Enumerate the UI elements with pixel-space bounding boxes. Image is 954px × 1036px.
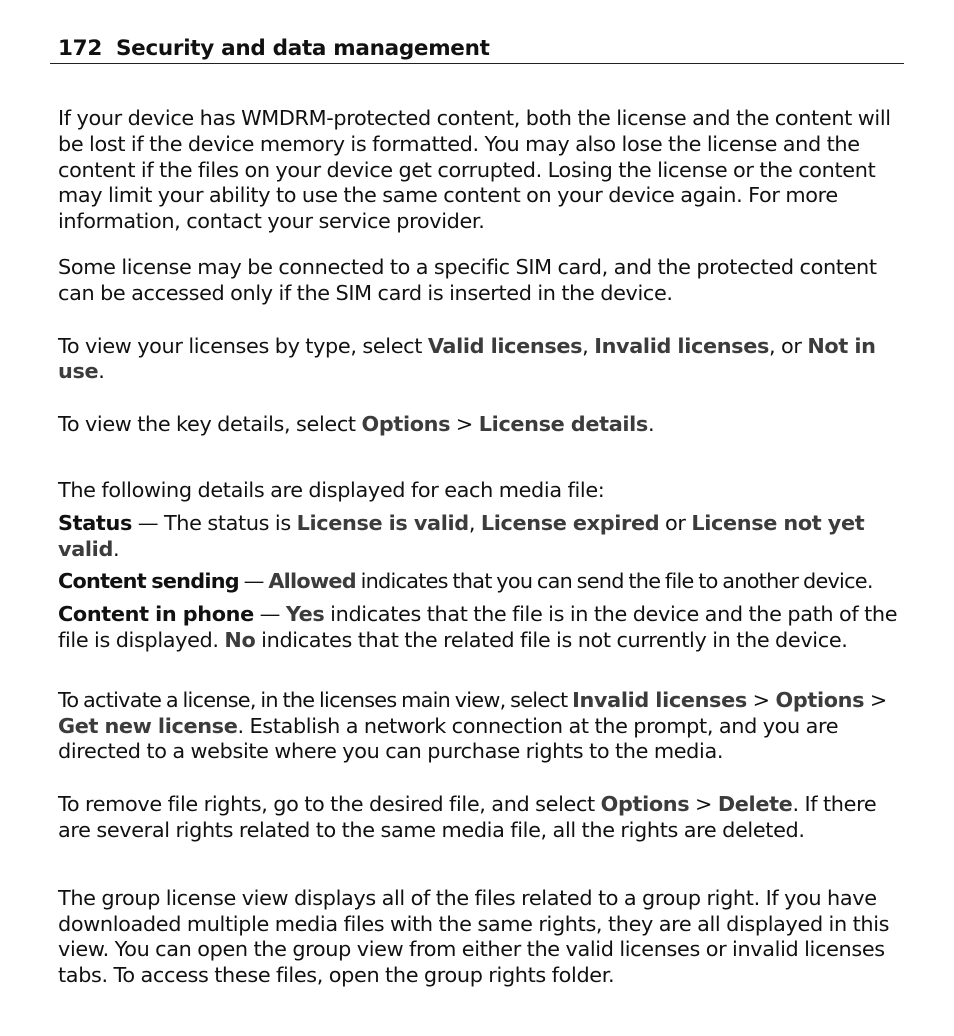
allowed-ref: Allowed bbox=[268, 569, 356, 594]
text-run: — The status is bbox=[131, 510, 297, 535]
paragraph-sim-license: Some license may be connected to a specific SIM card, and the protected content can be accessed only if the SIM card is inserted in the device. bbox=[58, 254, 877, 305]
text-run: . Establish a network connection at the prompt, and you are directed to a website where you can purchase rights to the media. bbox=[58, 713, 839, 764]
detail-term: Content sending bbox=[58, 569, 239, 594]
paragraph-view-licenses bbox=[58, 334, 908, 386]
text-run: To view the key details, select bbox=[58, 412, 362, 437]
status-expired-ref: License expired bbox=[480, 510, 660, 535]
get-new-license-ref: Get new license bbox=[58, 713, 238, 738]
text-run: — bbox=[238, 569, 269, 594]
text-run: , bbox=[468, 510, 481, 535]
text-run: . bbox=[98, 359, 105, 384]
page-number: 172 bbox=[58, 36, 102, 61]
paragraph-key-details bbox=[58, 412, 908, 438]
paragraph-details-intro: The following details are displayed for each media file: bbox=[58, 477, 605, 502]
detail-status bbox=[58, 511, 908, 563]
invalid-licenses-option: Invalid licenses bbox=[594, 333, 769, 358]
menu-separator: > bbox=[689, 792, 718, 817]
not-in-use-option: Not in use bbox=[58, 333, 876, 384]
text-run: To view your licenses by type, select bbox=[58, 333, 428, 358]
text-run: To activate a license, in the licenses main view, select bbox=[58, 687, 573, 712]
text-run: — bbox=[253, 602, 286, 627]
paragraph-group-license: The group license view displays all of the files related to a group right. If you have downloaded multiple media files with the same rights, they are all displayed in this view. You can open the group view from either the valid licenses or invalid licenses tabs. To access these files, open the group rights folder. bbox=[58, 885, 890, 988]
detail-content-sending bbox=[58, 569, 908, 595]
text-run: or bbox=[659, 510, 692, 535]
options-menu-ref: Options bbox=[775, 687, 865, 712]
options-menu-ref: Options bbox=[361, 412, 451, 437]
invalid-licenses-ref: Invalid licenses bbox=[572, 687, 747, 712]
delete-ref: Delete bbox=[717, 792, 793, 817]
detail-term: Status bbox=[58, 510, 132, 535]
text-run: . If there are several rights related to the same media file, all the rights are deleted. bbox=[58, 792, 877, 842]
menu-separator: > bbox=[746, 687, 776, 712]
paragraph-activate-license bbox=[58, 688, 908, 765]
text-run: indicates that the file is in the device and the path of the file is displayed. bbox=[58, 602, 898, 652]
text-run: . bbox=[113, 536, 120, 561]
menu-separator: > bbox=[450, 412, 479, 437]
paragraph-wmdrm: If your device has WMDRM-protected content, both the license and the content will be lost if the device memory is formatted. You may also lose the license and the content if the files on your device get corrupted. Losing the license or the content may limit your ability to use the same content on your device again. For more information, contact your service provider. bbox=[58, 106, 891, 234]
license-details-ref: License details bbox=[478, 412, 648, 437]
detail-content-in-phone bbox=[58, 602, 908, 654]
detail-term: Content in phone bbox=[58, 602, 254, 627]
text-run: . bbox=[647, 412, 655, 437]
yes-ref: Yes bbox=[285, 602, 325, 627]
text-run: , or bbox=[768, 333, 808, 358]
section-title: Security and data management bbox=[115, 36, 490, 61]
page-header bbox=[50, 34, 904, 64]
valid-licenses-option: Valid licenses bbox=[427, 333, 583, 358]
page-content bbox=[58, 106, 908, 989]
no-ref: No bbox=[224, 627, 256, 652]
text-run: To remove file rights, go to the desired file, and select bbox=[58, 792, 601, 817]
paragraph-remove-rights bbox=[58, 792, 908, 844]
text-run: , bbox=[582, 333, 595, 358]
status-valid-ref: License is valid bbox=[296, 510, 469, 535]
status-notyet-ref: License not yet valid bbox=[58, 510, 865, 561]
text-run: indicates that you can send the file to another device. bbox=[355, 569, 873, 594]
menu-separator: > bbox=[864, 687, 887, 712]
options-menu-ref: Options bbox=[600, 792, 690, 817]
text-run: indicates that the related file is not currently in the device. bbox=[255, 627, 848, 652]
